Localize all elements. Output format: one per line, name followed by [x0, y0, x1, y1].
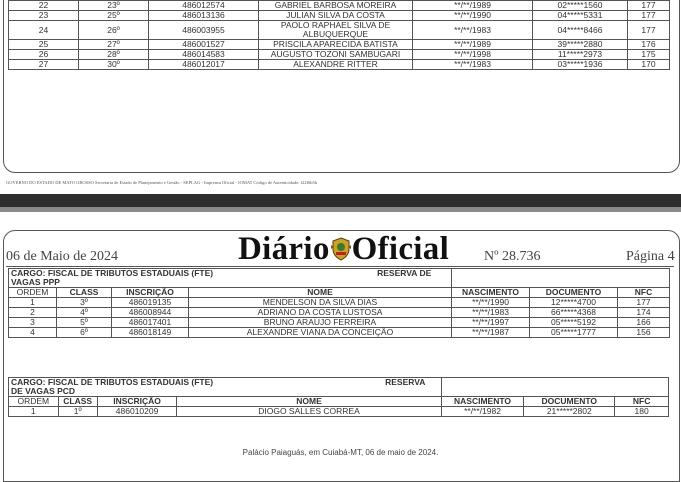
table-row: [9, 50, 670, 60]
page-footer: GOVERNO DO ESTADO DE MATO GROSSO Secretaria de Estado de Planejamento e Gestão - SEPLAG - Imprensa Oficial - IOMAT Código de Autenticidade: f22f6b5b: [6, 180, 318, 185]
cell-nfc: 170: [628, 60, 670, 70]
col-ordem: ORDEM: [9, 397, 59, 407]
table-row: [9, 21, 670, 40]
col-nome: NOME: [189, 288, 452, 298]
cell-class: 1º: [58, 407, 97, 417]
cell-ordem: 1: [9, 407, 59, 417]
cargo-text: CARGO: FISCAL DE TRIBUTOS ESTADUAIS (FTE): [11, 377, 214, 387]
cell-nome: ALEXANDRE VIANA DA CONCEIÇÃO: [189, 328, 452, 338]
page-number: Página 4: [626, 249, 675, 264]
cell-nome: MENDELSON DA SILVA DIAS: [189, 298, 452, 308]
cell-nome: GABRIEL BARBOSA MOREIRA: [259, 1, 413, 11]
cell-documento: 66*****4368: [530, 308, 618, 318]
cargo-label: [9, 269, 452, 288]
table-header-row: [9, 288, 670, 298]
reserva-label: RESERVA DE VAGAS PPP: [11, 268, 432, 287]
table-row: [9, 298, 670, 308]
cell-nome: DIOGO SALLES CORREA: [177, 407, 441, 417]
cell-nascimento: **/**/1983: [413, 21, 533, 40]
cell-class: 5º: [57, 318, 112, 328]
closing-line: Palácio Paiaguás, em Cuiabá-MT, 06 de maio de 2024.: [242, 448, 439, 457]
cell-ordem: 23: [9, 11, 79, 21]
reserva-pcd-table: [8, 377, 669, 417]
cell-class: 6º: [57, 328, 112, 338]
reserva-label: RESERVA DE VAGAS PCD: [11, 377, 426, 396]
cell-inscricao: 486017401: [112, 318, 189, 328]
page-separator: [0, 194, 681, 207]
cell-inscricao: 486008944: [112, 308, 189, 318]
cell-nome: PRISCILA APARECIDA BATISTA: [259, 40, 413, 50]
cell-nascimento: **/**/1998: [413, 50, 533, 60]
cell-nome: AUGUSTO TOZONI SAMBUGARI: [259, 50, 413, 60]
cell-nfc: 177: [628, 1, 670, 11]
edition-date: 06 de Maio de 2024: [6, 249, 118, 264]
col-nfc: NFC: [618, 288, 670, 298]
col-class: CLASS: [57, 288, 112, 298]
cell-inscricao: 486010209: [97, 407, 177, 417]
cell-documento: 04*****8466: [533, 21, 628, 40]
cell-nascimento: **/**/1982: [441, 407, 524, 417]
table-row: [9, 328, 670, 338]
cell-documento: 11*****2973: [533, 50, 628, 60]
cell-nascimento: **/**/1997: [452, 318, 530, 328]
cell-nome: ALEXANDRE RITTER: [259, 60, 413, 70]
cell-documento: 05*****1777: [530, 328, 618, 338]
cell-ordem: 24: [9, 21, 79, 40]
cell-inscricao: 486019135: [112, 298, 189, 308]
cell-ordem: 22: [9, 1, 79, 11]
cell-inscricao: 486012574: [149, 1, 259, 11]
cell-class: 23º: [79, 1, 149, 11]
cell-nome: PAOLO RAPHAEL SILVA DE ALBUQUERQUE: [259, 21, 413, 40]
cell-nfc: 156: [618, 328, 670, 338]
col-documento: DOCUMENTO: [530, 288, 618, 298]
cell-nascimento: **/**/1983: [452, 308, 530, 318]
col-ordem: ORDEM: [9, 288, 57, 298]
cell-ordem: 25: [9, 40, 79, 50]
cell-nascimento: **/**/1987: [452, 328, 530, 338]
col-documento: DOCUMENTO: [524, 397, 615, 407]
cell-documento: 04*****5331: [533, 11, 628, 21]
cell-nascimento: **/**/1990: [413, 11, 533, 21]
cell-class: 27º: [79, 40, 149, 50]
cell-inscricao: 486014583: [149, 50, 259, 60]
table-row: [9, 1, 670, 11]
cell-class: 25º: [79, 11, 149, 21]
newspaper-title: [238, 231, 449, 268]
col-class: CLASS: [58, 397, 97, 407]
cargo-text: CARGO: FISCAL DE TRIBUTOS ESTADUAIS (FTE): [11, 268, 214, 278]
cell-ordem: 26: [9, 50, 79, 60]
cell-nfc: 176: [628, 40, 670, 50]
cargo-fill: [452, 269, 670, 288]
previous-page: [0, 0, 681, 194]
cell-documento: 12*****4700: [530, 298, 618, 308]
reserva-ppp-table: [8, 268, 670, 338]
cell-nascimento: **/**/1990: [452, 298, 530, 308]
table-row: [9, 60, 670, 70]
current-page: [0, 212, 681, 468]
cell-nfc: 166: [618, 318, 670, 328]
candidates-table-continued: [8, 0, 670, 70]
col-inscricao: INSCRIÇÃO: [112, 288, 189, 298]
cell-inscricao: 486012017: [149, 60, 259, 70]
title-right: Oficial: [351, 231, 450, 267]
col-nfc: NFC: [615, 397, 669, 407]
cell-class: 28º: [79, 50, 149, 60]
cell-nascimento: **/**/1983: [413, 60, 533, 70]
table-row: [9, 407, 669, 417]
title-left: Diário: [238, 231, 330, 267]
table-row: [9, 40, 670, 50]
cargo-fill: [441, 378, 668, 397]
cell-nfc: 174: [618, 308, 670, 318]
cell-nfc: 177: [628, 11, 670, 21]
col-nascimento: NASCIMENTO: [452, 288, 530, 298]
col-nome: NOME: [177, 397, 441, 407]
cell-nfc: 177: [628, 21, 670, 40]
col-nascimento: NASCIMENTO: [441, 397, 524, 407]
cell-nome: ADRIANO DA COSTA LUSTOSA: [189, 308, 452, 318]
cell-nascimento: **/**/1989: [413, 1, 533, 11]
cell-documento: 21*****2802: [524, 407, 615, 417]
cell-ordem: 2: [9, 308, 57, 318]
cell-ordem: 3: [9, 318, 57, 328]
state-crest-icon: [330, 237, 352, 261]
cargo-label: [9, 378, 442, 397]
cell-nfc: 180: [615, 407, 669, 417]
cell-inscricao: 486013136: [149, 11, 259, 21]
edition-number: Nº 28.736: [484, 249, 541, 264]
cell-nascimento: **/**/1989: [413, 40, 533, 50]
cell-documento: 39*****2880: [533, 40, 628, 50]
cell-inscricao: 486003955: [149, 21, 259, 40]
cell-documento: 05*****5192: [530, 318, 618, 328]
cell-documento: 03*****1936: [533, 60, 628, 70]
table-row: [9, 308, 670, 318]
table-row: [9, 11, 670, 21]
cell-ordem: 1: [9, 298, 57, 308]
table-row: [9, 318, 670, 328]
col-inscricao: INSCRIÇÃO: [97, 397, 177, 407]
cell-inscricao: 486018149: [112, 328, 189, 338]
cell-class: 4º: [57, 308, 112, 318]
cell-nome: JULIAN SILVA DA COSTA: [259, 11, 413, 21]
cell-nfc: 177: [618, 298, 670, 308]
cell-class: 3º: [57, 298, 112, 308]
header-rule: [6, 266, 674, 267]
cell-class: 26º: [79, 21, 149, 40]
cell-nfc: 175: [628, 50, 670, 60]
cell-documento: 02*****1560: [533, 1, 628, 11]
cell-inscricao: 486001527: [149, 40, 259, 50]
cell-ordem: 27: [9, 60, 79, 70]
cell-class: 30º: [79, 60, 149, 70]
table-header-row: [9, 397, 669, 407]
cell-ordem: 4: [9, 328, 57, 338]
cell-nome: BRUNO ARAUJO FERREIRA: [189, 318, 452, 328]
